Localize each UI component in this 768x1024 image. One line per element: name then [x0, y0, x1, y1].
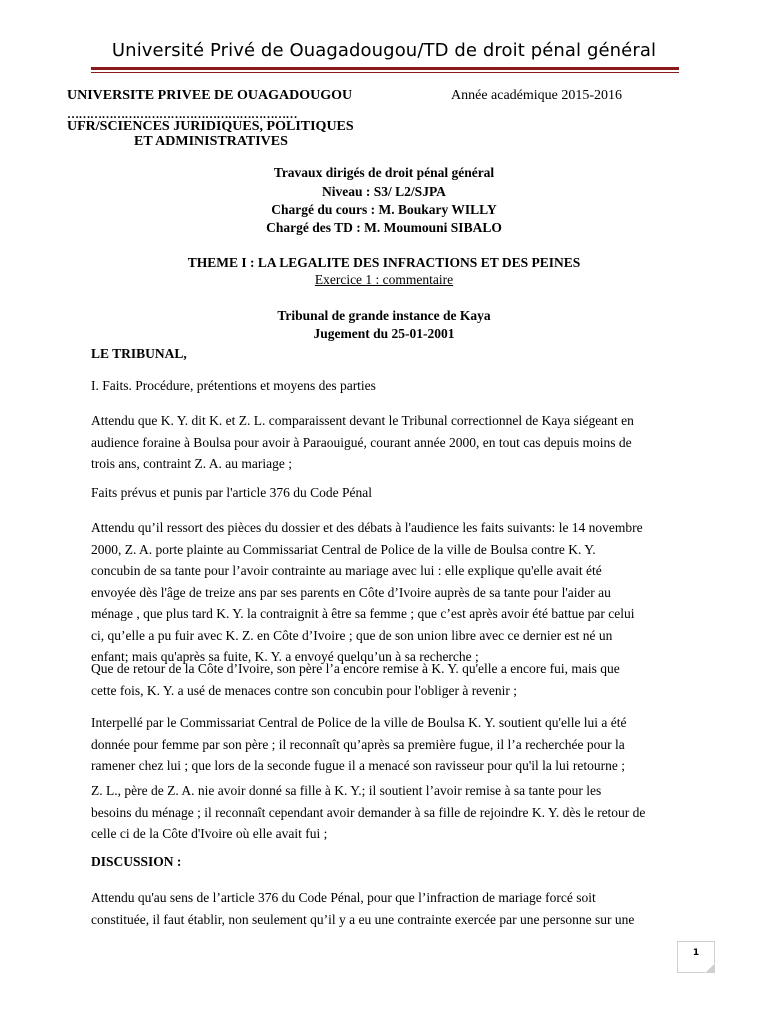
dots-separator: …………………………………………………… [67, 107, 297, 121]
exercise-label: Exercice 1 : commentaire [314, 272, 454, 287]
paragraph-2: Faits prévus et punis par l'article 376 du Code Pénal [91, 485, 373, 500]
page-number: 1 [692, 948, 700, 958]
course-level: Niveau : S3/ L2/SJPA [322, 184, 446, 199]
ufr-line-2: ET ADMINISTRATIVES [134, 134, 288, 149]
paragraph-line: besoins du ménage ; il reconnaît cependant avoir demander à sa fille de rejoindre K. Y. dès le retour de [91, 804, 646, 820]
paragraph-line: cette fois, K. Y. a usé de menaces contre son concubin pour l'obliger à revenir ; [91, 682, 518, 698]
paragraph-line: Z. L., père de Z. A. nie avoir donné sa fille à K. Y.; il soutient l’avoir remise à sa tante pour les [91, 783, 602, 798]
paragraph-line: Attendu qu’il ressort des pièces du dossier et des débats à l'audience les faits suivants: le 14 novembre [91, 520, 643, 535]
paragraph-1 [91, 410, 691, 475]
paragraph-line: donnée pour femme par son père ; il reconnaît qu’après sa première fugue, il l’a recherchée pour la [91, 736, 625, 752]
academic-year: Année académique 2015-2016 [451, 88, 623, 103]
paragraph-line: trois ans, contraint Z. A. au mariage ; [91, 456, 292, 471]
paragraph-line: Que de retour de la Côte d’Ivoire, son père l’a encore remise à K. Y. qu'elle a encore fui, mais que [91, 661, 620, 676]
paragraph-line: Attendu qu'au sens de l’article 376 du Code Pénal, pour que l’infraction de mariage forcé soit [91, 890, 596, 905]
discussion-heading: DISCUSSION : [91, 854, 182, 869]
paragraph-4 [91, 658, 691, 701]
paragraph-6 [91, 780, 691, 845]
page-number-badge [677, 941, 715, 973]
paragraph-line: concubin de sa tante pour l’avoir contrainte au mariage avec lui : elle explique qu'elle avait été [91, 563, 602, 578]
university-name: UNIVERSITE PRIVEE DE OUAGADOUGOU [67, 88, 353, 103]
course-td-lead: Chargé des TD : M. Moumouni SIBALO [266, 220, 502, 235]
running-header: Université Privé de Ouagadougou/TD de droit pénal général [111, 40, 657, 61]
header-rule [91, 67, 679, 70]
course-title: Travaux dirigés de droit pénal général [273, 165, 495, 180]
paragraph-line: Attendu que K. Y. dit K. et Z. L. comparaissent devant le Tribunal correctionnel de Kaya siégeant en [91, 413, 634, 428]
paragraph-3 [91, 517, 691, 668]
paragraph-line: ménage , que plus tard K. Y. la contraignit à être sa femme ; que c’est après avoir été battue par celui [91, 606, 635, 621]
court-name: Tribunal de grande instance de Kaya [277, 308, 491, 323]
paragraph-5 [91, 712, 691, 777]
paragraph-line: Interpellé par le Commissariat Central de Police de la ville de Boulsa K. Y. soutient qu'elle lui a été [91, 715, 627, 730]
paragraph-line: 2000, Z. A. porte plainte au Commissariat Central de Police de la ville de Boulsa contre K. Y. [91, 541, 596, 557]
section-facts-heading: I. Faits. Procédure, prétentions et moyens des parties [91, 378, 376, 393]
judgment-date: Jugement du 25-01-2001 [313, 326, 455, 341]
paragraph-line: ramener chez lui ; que lors de la seconde fugue il a menacé son ravisseur pour qu'il la lui retourne ; [91, 758, 625, 773]
course-lecturer: Chargé du cours : M. Boukary WILLY [271, 202, 497, 217]
paragraph-line: constituée, il faut établir, non seulement qu’il y a eu une contrainte exercée par une personne sur une [91, 911, 635, 927]
paragraph-line: ci, qu’elle a pu fuir avec K. Z. en Côte d’Ivoire ; que de son union libre avec ce dernier est né un [91, 627, 613, 643]
paragraph-line: envoyée dès l'âge de treize ans par ses parents en Côte d’Ivoire auprès de sa tante pour l'aider au [91, 584, 611, 600]
paragraph-line: enfant; mais qu'après sa fuite, K. Y. a envoyé quelqu’un à sa recherche ; [91, 649, 479, 664]
header-rule-thin [91, 72, 679, 73]
paragraph-line: celle ci de la Côte d'Ivoire où elle avait fui ; [91, 826, 328, 841]
ufr-line-1: UFR/SCIENCES JURIDIQUES, POLITIQUES [67, 119, 354, 134]
paragraph-line: audience foraine à Boulsa pour avoir à Paraouigué, courant année 2000, en tout cas depuis moins de [91, 434, 632, 450]
tribunal-opening: LE TRIBUNAL, [91, 346, 187, 361]
exercise-wrap [0, 272, 768, 288]
theme-title: THEME I : LA LEGALITE DES INFRACTIONS ET DES PEINES [187, 255, 581, 270]
paragraph-7 [91, 887, 691, 930]
